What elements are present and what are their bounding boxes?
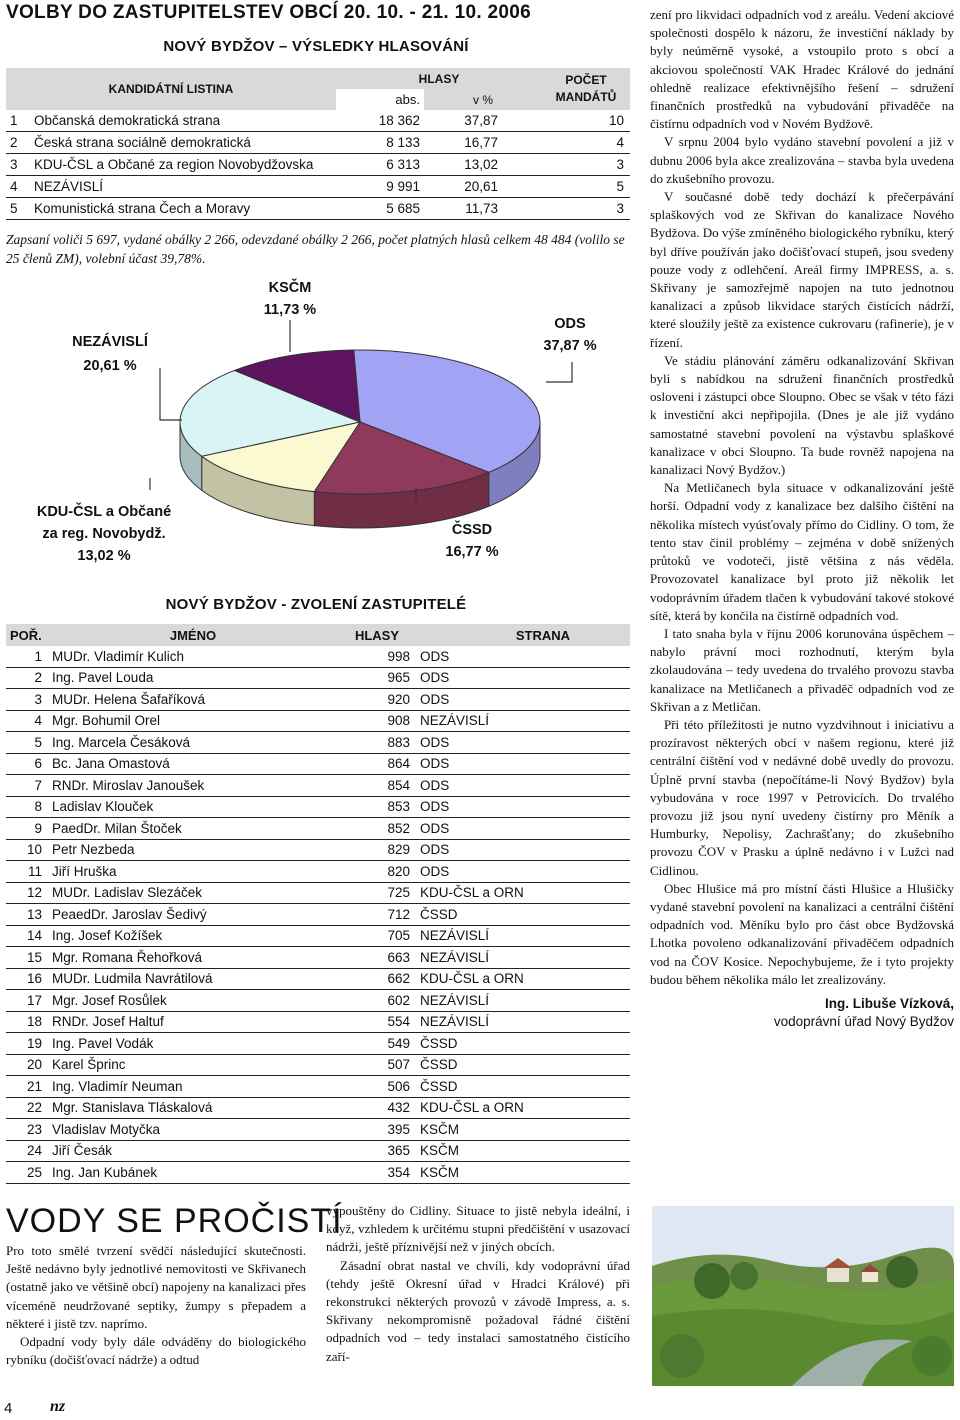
elected-order: 21 bbox=[6, 1076, 48, 1098]
results-row bbox=[6, 154, 630, 176]
elected-votes: 549 bbox=[338, 1033, 416, 1055]
elected-order: 6 bbox=[6, 753, 48, 775]
elected-name: Ing. Marcela Česáková bbox=[48, 732, 338, 754]
elected-name: Mgr. Bohumil Orel bbox=[48, 710, 338, 732]
pie-label-kdu-1: za reg. Novobydž. bbox=[42, 526, 166, 542]
party-seats: 3 bbox=[542, 198, 630, 220]
elected-name: Ing. Pavel Louda bbox=[48, 667, 338, 689]
party-number: 5 bbox=[6, 198, 30, 220]
article-column-3 bbox=[650, 6, 954, 1031]
elected-name: Karel Šprinc bbox=[48, 1054, 338, 1076]
elected-name: Ing. Josef Kožíšek bbox=[48, 925, 338, 947]
elected-order: 17 bbox=[6, 990, 48, 1012]
elected-row bbox=[6, 1140, 630, 1162]
party-votes-abs: 18 362 bbox=[336, 110, 424, 132]
elected-name: Ing. Pavel Vodák bbox=[48, 1033, 338, 1055]
party-votes-abs: 5 685 bbox=[336, 198, 424, 220]
elected-party: ČSSD bbox=[416, 1076, 630, 1098]
elected-name: PeaedDr. Jaroslav Šedivý bbox=[48, 904, 338, 926]
elected-order: 5 bbox=[6, 732, 48, 754]
elected-name: Mgr. Stanislava Tláskalová bbox=[48, 1097, 338, 1119]
elected-order: 19 bbox=[6, 1033, 48, 1055]
page-number: 4 bbox=[4, 1400, 13, 1417]
elected-name: Jiří Hruška bbox=[48, 861, 338, 883]
party-name: NEZÁVISLÍ bbox=[30, 176, 336, 198]
page-title: VOLBY DO ZASTUPITELSTEV OBCÍ 20. 10. - 21. 10. 2006 bbox=[6, 2, 531, 23]
elected-party: ODS bbox=[416, 775, 630, 797]
article-paragraph: Při této příležitosti je nutno vyzdvihnout i iniciativu a prozíravost některých obcí v našem regionu, které již centrální čištění vod v nedávné době uvedly do provozu. Úplně první stavba (nepočítáme-li Nový Bydžov) byla vybudována v roce 1997 v Petrovicích. Do trvalého provozu již jsou nyní uvedeny čistírny pro Měník a Humburky, Nepolisy, Zachrašťany; do zkušebního provozu ČOV v Prasku a úplně nedávno i v Lužci nad Cidlinou. bbox=[650, 716, 954, 878]
elected-order: 4 bbox=[6, 710, 48, 732]
elected-row bbox=[6, 990, 630, 1012]
results-heading: NOVÝ BYDŽOV – VÝSLEDKY HLASOVÁNÍ bbox=[163, 38, 469, 55]
party-votes-pct: 16,77 bbox=[424, 132, 542, 154]
elected-votes: 554 bbox=[338, 1011, 416, 1033]
elected-name: Ing. Jan Kubánek bbox=[48, 1162, 338, 1184]
col-seats-header: POČET MANDÁTŮ bbox=[542, 68, 630, 110]
article-paragraph: Pro toto smělé tvrzení svědčí následující skutečnosti. Ještě nedávno byly jednotlivé nemovitosti ve Skřivanech (ostatně jako ve většině obcí) napojeny na kanalizaci přes víceméně neudržované septiky, žumpy s přepadem a některé i jistě tzv. naprímo. bbox=[6, 1243, 306, 1331]
elected-party: KDU-ČSL a ORN bbox=[416, 882, 630, 904]
elected-votes: 507 bbox=[338, 1054, 416, 1076]
elected-row bbox=[6, 775, 630, 797]
elected-party: ČSSD bbox=[416, 1033, 630, 1055]
party-name: Komunistická strana Čech a Moravy bbox=[30, 198, 336, 220]
elected-party: ODS bbox=[416, 796, 630, 818]
elected-row bbox=[6, 1011, 630, 1033]
article-column-2 bbox=[326, 1202, 630, 1366]
elected-party: NEZÁVISLÍ bbox=[416, 925, 630, 947]
article-paragraph: zení pro likvidaci odpadních vod z areálu. Vedení akciové společnosti dospělo k názoru, že investiční náklady by byly neúměrně vysoké, a vstoupilo proto s obcí a akciovou společností VAK Hradec Králové do jednání ohledně realizace efektivnějšího řešení – sdružení finančních prostředků na vybudování přivaděče na čistírnu odpadních vod v Novém Bydžově. bbox=[650, 7, 954, 132]
elected-votes: 965 bbox=[338, 667, 416, 689]
elected-row bbox=[6, 818, 630, 840]
elected-party: ODS bbox=[416, 667, 630, 689]
elected-name: Vladislav Motyčka bbox=[48, 1119, 338, 1141]
leader-nez bbox=[160, 368, 182, 420]
elected-party: NEZÁVISLÍ bbox=[416, 710, 630, 732]
elected-votes: 705 bbox=[338, 925, 416, 947]
col-votes-header: HLASY bbox=[336, 68, 542, 89]
pie-label-cssd-0: ČSSD bbox=[451, 522, 493, 538]
party-seats: 5 bbox=[542, 176, 630, 198]
elected-name: Mgr. Josef Rosůlek bbox=[48, 990, 338, 1012]
landscape-photo bbox=[652, 1206, 954, 1386]
elected-row bbox=[6, 1033, 630, 1055]
pie-label-kdu-2: 13,02 % bbox=[77, 548, 131, 564]
elected-votes: 852 bbox=[338, 818, 416, 840]
author-name: Ing. Libuše Vízková, bbox=[824, 995, 954, 1011]
elected-party: ODS bbox=[416, 753, 630, 775]
article-paragraph: Obec Hlušice má pro místní části Hlušice a Hlušičky vydané stavební povolení na kanalizaci a centrální čištění odpadních vod. Měníku bylo pro část obce Bydžovská Lhotka povoleno odkanalizování přivaděčem odpadních vod na ČOV Kosice. Nepochybujeme, že i tyto projekty budou během několika málo let zrealizovány. bbox=[650, 880, 954, 987]
elected-order: 25 bbox=[6, 1162, 48, 1184]
results-row bbox=[6, 176, 630, 198]
elected-votes: 602 bbox=[338, 990, 416, 1012]
elected-votes: 908 bbox=[338, 710, 416, 732]
party-seats: 10 bbox=[542, 110, 630, 132]
party-number: 2 bbox=[6, 132, 30, 154]
pie-label-ods-0: ODS bbox=[554, 316, 586, 332]
elected-name: Ladislav Klouček bbox=[48, 796, 338, 818]
party-seats: 4 bbox=[542, 132, 630, 154]
elected-row bbox=[6, 689, 630, 711]
col-abs-header: abs. bbox=[336, 89, 424, 110]
elected-votes: 883 bbox=[338, 732, 416, 754]
elected-order: 11 bbox=[6, 861, 48, 883]
col-list-header: KANDIDÁTNÍ LISTINA bbox=[6, 68, 336, 110]
elected-party: ČSSD bbox=[416, 1054, 630, 1076]
party-votes-pct: 20,61 bbox=[424, 176, 542, 198]
elected-order: 18 bbox=[6, 1011, 48, 1033]
elected-row bbox=[6, 1054, 630, 1076]
elected-votes: 712 bbox=[338, 904, 416, 926]
elected-row bbox=[6, 1097, 630, 1119]
signature bbox=[650, 995, 954, 1031]
elected-row bbox=[6, 710, 630, 732]
elected-name: Petr Nezbeda bbox=[48, 839, 338, 861]
elected-order: 23 bbox=[6, 1119, 48, 1141]
article-paragraph: Zásadní obrat nastal ve chvíli, kdy vodoprávní úřad (tehdy ještě Okresní úřad v Hradci Králové) při rekonstrukci některých provozů v závodě Impress, a. s. Skřivany nekompromisně požadoval řádné čištění odpadních vod – tedy instalaci samostatného čistícího zaří- bbox=[326, 1257, 630, 1364]
elected-row bbox=[6, 1162, 630, 1184]
party-number: 3 bbox=[6, 154, 30, 176]
elected-votes: 820 bbox=[338, 861, 416, 883]
elected-votes: 920 bbox=[338, 689, 416, 711]
author-role: vodoprávní úřad Nový Bydžov bbox=[773, 1013, 954, 1029]
elected-row bbox=[6, 646, 630, 667]
elected-votes: 663 bbox=[338, 947, 416, 969]
elected-votes: 432 bbox=[338, 1097, 416, 1119]
elected-name: MUDr. Helena Šafaříková bbox=[48, 689, 338, 711]
elected-party: ODS bbox=[416, 839, 630, 861]
elected-party: NEZÁVISLÍ bbox=[416, 947, 630, 969]
elected-order: 10 bbox=[6, 839, 48, 861]
magazine-logo: nz bbox=[50, 1398, 66, 1415]
article-paragraph: V srpnu 2004 bylo vydáno stavební povolení a již v dubnu 2006 byla akce zrealizována – stavba byla uvedena do zkušebního provozu. bbox=[650, 134, 954, 186]
elected-name: RNDr. Josef Haltuf bbox=[48, 1011, 338, 1033]
party-votes-abs: 6 313 bbox=[336, 154, 424, 176]
elected-order: 13 bbox=[6, 904, 48, 926]
col-name-header: JMÉNO bbox=[48, 624, 338, 646]
elected-row bbox=[6, 667, 630, 689]
elected-order: 7 bbox=[6, 775, 48, 797]
article-paragraph: I tato snaha byla v říjnu 2006 korunována úspěchem – nabylo právní moci rozhodnutí, kterým byla zkolaudována – tedy uvedena do trvalého provozu stavba kanalizace na Metličanech a přivaděč odpadních vod ze Skřivan a z Metličan. bbox=[650, 625, 954, 714]
results-row bbox=[6, 198, 630, 220]
elected-votes: 864 bbox=[338, 753, 416, 775]
elected-votes: 998 bbox=[338, 646, 416, 667]
article-title: VODY SE PROČISTÍ bbox=[6, 1202, 343, 1240]
party-votes-abs: 8 133 bbox=[336, 132, 424, 154]
pie-label-kdu-0: KDU-ČSL a Občané bbox=[36, 504, 172, 520]
elected-votes: 506 bbox=[338, 1076, 416, 1098]
elected-row bbox=[6, 882, 630, 904]
pie-label-cssd-1: 16,77 % bbox=[445, 544, 499, 560]
elected-table bbox=[6, 624, 630, 1184]
elected-votes: 395 bbox=[338, 1119, 416, 1141]
elected-row bbox=[6, 925, 630, 947]
elected-order: 1 bbox=[6, 646, 48, 667]
elected-row bbox=[6, 839, 630, 861]
elected-row bbox=[6, 753, 630, 775]
leader-ods bbox=[546, 362, 572, 382]
elected-votes: 854 bbox=[338, 775, 416, 797]
elected-votes: 354 bbox=[338, 1162, 416, 1184]
party-votes-pct: 13,02 bbox=[424, 154, 542, 176]
elected-order: 9 bbox=[6, 818, 48, 840]
elected-name: MUDr. Vladimír Kulich bbox=[48, 646, 338, 667]
party-name: Česká strana sociálně demokratická bbox=[30, 132, 336, 154]
elected-row bbox=[6, 1119, 630, 1141]
pie-label-nez-0: NEZÁVISLÍ bbox=[72, 334, 148, 350]
elected-row bbox=[6, 1076, 630, 1098]
elected-order: 8 bbox=[6, 796, 48, 818]
elected-party: ODS bbox=[416, 732, 630, 754]
party-name: Občanská demokratická strana bbox=[30, 110, 336, 132]
col-party-header: STRANA bbox=[416, 624, 630, 646]
elected-name: Mgr. Romana Řehořková bbox=[48, 947, 338, 969]
elected-name: Jiří Česák bbox=[48, 1140, 338, 1162]
elected-party: ODS bbox=[416, 861, 630, 883]
elected-party: KDU-ČSL a ORN bbox=[416, 968, 630, 990]
elected-order: 16 bbox=[6, 968, 48, 990]
elected-order: 2 bbox=[6, 667, 48, 689]
results-table bbox=[6, 68, 630, 220]
elected-name: Bc. Jana Omastová bbox=[48, 753, 338, 775]
party-number: 1 bbox=[6, 110, 30, 132]
party-votes-pct: 11,73 bbox=[424, 198, 542, 220]
party-votes-pct: 37,87 bbox=[424, 110, 542, 132]
elected-votes: 365 bbox=[338, 1140, 416, 1162]
party-name: KDU-ČSL a Občané za region Novobydžovska bbox=[30, 154, 336, 176]
party-seats: 3 bbox=[542, 154, 630, 176]
col-votes-header: HLASY bbox=[338, 624, 416, 646]
elected-order: 15 bbox=[6, 947, 48, 969]
elected-party: NEZÁVISLÍ bbox=[416, 990, 630, 1012]
elected-row bbox=[6, 796, 630, 818]
article-paragraph: V současné době tedy dochází k přečerpávání splaškových vod ze Skřivan do kanalizace Nového Bydžova. Do výše zmíněného biologického rybníku, který byl dříve používán jako dočišťovací stupeň, jsou svedeny pouze vody z odlehčení. Areál firmy IMPRESS, a. s. Skřivany je samozřejmě napojen na tuto jednotnou kanalizaci a způsob likvidace starých čistících nádrží, které sloužily ještě za existence cukrovaru (rafinerie), je v řízení. bbox=[650, 189, 954, 350]
elected-row bbox=[6, 861, 630, 883]
elected-party: KSČM bbox=[416, 1119, 630, 1141]
article-paragraph: vypouštěny do Cidliny. Situace to jistě nebyla ideální, i když, vzhledem k určitému stupni předčištění v usazovací nádrži, ještě příznivější než v jiných obcích. bbox=[326, 1203, 630, 1255]
results-row bbox=[6, 110, 630, 132]
elected-party: ODS bbox=[416, 646, 630, 667]
elected-votes: 662 bbox=[338, 968, 416, 990]
results-row bbox=[6, 132, 630, 154]
elected-name: MUDr. Ladislav Slezáček bbox=[48, 882, 338, 904]
col-order-header: POŘ. bbox=[6, 624, 48, 646]
elected-row bbox=[6, 968, 630, 990]
elected-votes: 829 bbox=[338, 839, 416, 861]
elected-order: 20 bbox=[6, 1054, 48, 1076]
article-paragraph: Na Metličanech byla situace v odkanalizování ještě horší. Odpadní vody z kanalizace bez dalšího čištění na několika místech vyúsťovaly přímo do Cidliny. O tom, že tento stav činil problémy – zejména v době snížených průtoků ve vodoteči, jistě většina z nás věděla. Provozovatel kanalizace byl proto již několik let vodoprávním úřadem tlačen k vybudování takové stokové sítě, která by končila na čistírně odpadních vod. bbox=[650, 480, 954, 623]
party-number: 4 bbox=[6, 176, 30, 198]
pie-label-ksc-1: 11,73 % bbox=[263, 302, 317, 318]
elected-order: 24 bbox=[6, 1140, 48, 1162]
party-pie-chart bbox=[0, 270, 640, 600]
elected-party: KSČM bbox=[416, 1140, 630, 1162]
party-votes-abs: 9 991 bbox=[336, 176, 424, 198]
turnout-note: Zapsaní voliči 5 697, vydané obálky 2 266, odevzdané obálky 2 266, počet platných hlasů celkem 48 484 (volilo se 25 členů ZM), volební účast 39,78%. bbox=[6, 232, 625, 266]
elected-row bbox=[6, 947, 630, 969]
pie-label-ksc-0: KSČM bbox=[268, 280, 312, 296]
elected-party: KSČM bbox=[416, 1162, 630, 1184]
elected-name: RNDr. Miroslav Janoušek bbox=[48, 775, 338, 797]
col-pct-header: v % bbox=[424, 89, 542, 110]
elected-name: PaedDr. Milan Štoček bbox=[48, 818, 338, 840]
elected-party: ODS bbox=[416, 818, 630, 840]
elected-votes: 725 bbox=[338, 882, 416, 904]
elected-party: ČSSD bbox=[416, 904, 630, 926]
elected-name: MUDr. Ludmila Navrátilová bbox=[48, 968, 338, 990]
elected-row bbox=[6, 732, 630, 754]
elected-party: ODS bbox=[416, 689, 630, 711]
elected-order: 3 bbox=[6, 689, 48, 711]
elected-party: KDU-ČSL a ORN bbox=[416, 1097, 630, 1119]
elected-row bbox=[6, 904, 630, 926]
article-paragraph: Ve stádiu plánování záměru odkanalizování Skřivan byli s nabídkou na sdružení finančních prostředků osloveni i zástupci obce Sloupno. Obec se však v této fázi k investiční akci nepřipojila. (Dnes je ale již vydáno samostatné stavební povolení na výstavbu splaškové kanalizace v obci Sloupno. Ta bude rovněž napojena na kanalizaci Nový Bydžov.) bbox=[650, 352, 954, 478]
elected-heading: NOVÝ BYDŽOV - ZVOLENÍ ZASTUPITELÉ bbox=[165, 596, 467, 613]
elected-order: 12 bbox=[6, 882, 48, 904]
article-column-1 bbox=[6, 1242, 306, 1369]
pie-label-nez-1: 20,61 % bbox=[83, 358, 137, 374]
elected-order: 22 bbox=[6, 1097, 48, 1119]
elected-name: Ing. Vladimír Neuman bbox=[48, 1076, 338, 1098]
article-paragraph: Odpadní vody byly dále odváděny do biologického rybníku (dočišťovací nádrže) a odtud bbox=[6, 1334, 306, 1368]
elected-votes: 853 bbox=[338, 796, 416, 818]
elected-party: NEZÁVISLÍ bbox=[416, 1011, 630, 1033]
pie-label-ods-1: 37,87 % bbox=[543, 338, 597, 354]
elected-order: 14 bbox=[6, 925, 48, 947]
